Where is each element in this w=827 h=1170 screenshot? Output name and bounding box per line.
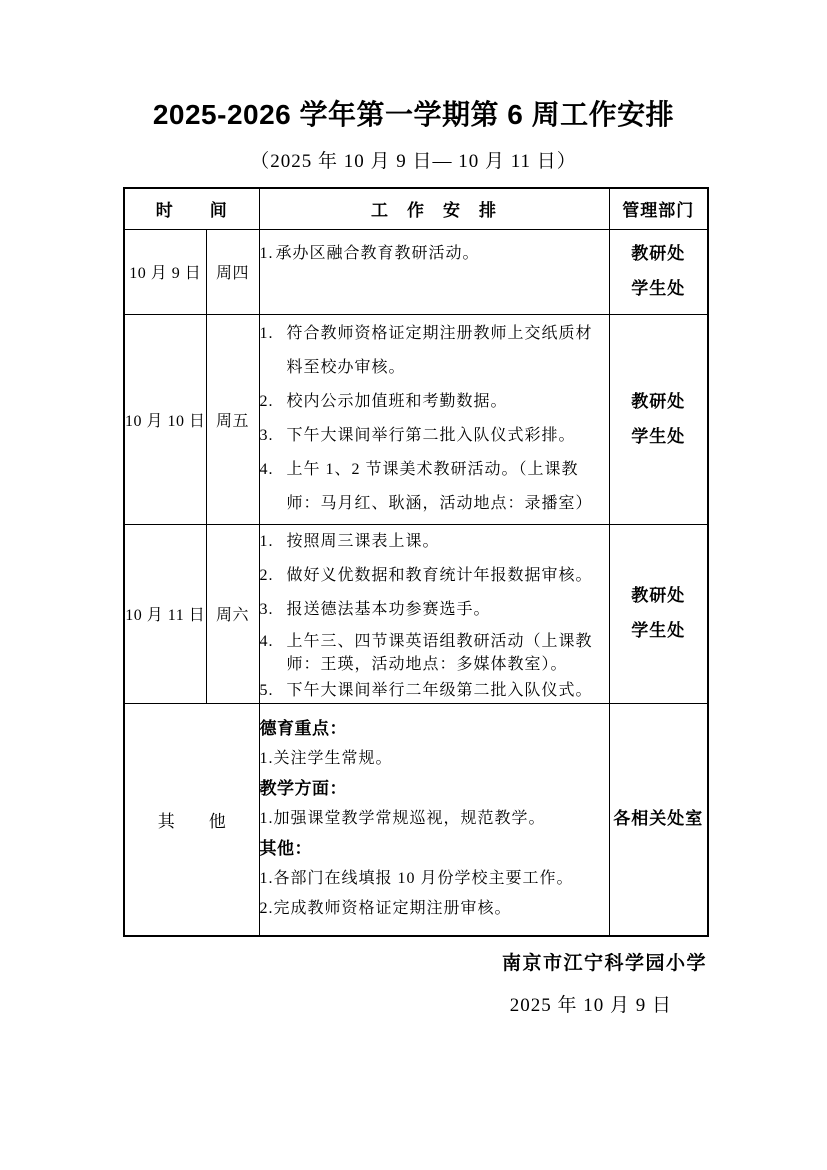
department-name: 学生处	[631, 279, 686, 298]
item-number: 3.	[259, 427, 274, 444]
work-items-cell	[259, 229, 609, 314]
work-items-cell	[259, 314, 609, 524]
section-item: 1.加强课堂教学常规巡视，规范教学。	[259, 810, 546, 828]
section-heading: 其他：	[259, 839, 312, 859]
work-item	[260, 679, 609, 702]
section-heading: 教学方面：	[259, 779, 347, 799]
section-item: 1.关注学生常规。	[259, 750, 393, 768]
table-row-oct9	[124, 229, 708, 314]
school-name: 南京市江宁科学园小学	[501, 953, 707, 974]
item-number: 2.	[259, 567, 274, 584]
item-number: 2.	[259, 393, 274, 410]
work-item	[260, 630, 609, 676]
item-number: 4.	[259, 633, 274, 650]
item-number: 1.	[259, 533, 274, 550]
issue-date: 2025 年 10 月 9 日	[509, 995, 672, 1016]
date-cell: 10 月 11 日	[124, 524, 206, 703]
section-item: 1.各部门在线填报 10 月份学校主要工作。	[259, 870, 574, 888]
work-items-cell	[259, 524, 609, 703]
weekday-cell: 周六	[206, 524, 259, 703]
date-cell: 10 月 9 日	[124, 229, 206, 314]
weekday-cell: 周五	[206, 314, 259, 524]
table-row-other	[124, 703, 708, 936]
section-heading: 德育重点：	[259, 719, 347, 739]
item-number: 3.	[259, 601, 274, 618]
work-item	[260, 453, 609, 521]
department-name: 各相关处室	[613, 809, 704, 829]
department-name: 教研处	[631, 391, 686, 411]
item-text: 下午大课间举行二年级第二批入队仪式。	[286, 682, 593, 699]
item-text: 下午大课间举行第二批入队仪式彩排。	[286, 427, 576, 444]
item-number: 5.	[259, 682, 274, 699]
weekday-cell: 周四	[206, 229, 259, 314]
item-text: 上午三、四节课英语组教研活动（上课教师：王瑛，活动地点：多媒体教室）。	[286, 633, 593, 673]
section-item: 2.完成教师资格证定期注册审核。	[259, 900, 512, 918]
page-subtitle: （2025 年 10 月 9 日— 10 月 11 日）	[250, 151, 577, 172]
table-row-oct10	[124, 314, 708, 524]
department-name: 学生处	[631, 621, 686, 640]
schedule-table	[123, 187, 709, 937]
item-text: 校内公示加值班和考勤数据。	[286, 393, 508, 410]
work-item	[260, 419, 609, 453]
item-text: 按照周三课表上课。	[286, 533, 440, 550]
department-cell	[609, 703, 708, 936]
item-text: 做好义优数据和教育统计年报数据审核。	[286, 567, 593, 584]
document-footer	[123, 948, 707, 1017]
department-name: 教研处	[631, 586, 686, 605]
table-row-oct11	[124, 524, 708, 703]
department-name: 学生处	[631, 426, 686, 446]
item-number: 4.	[259, 461, 274, 478]
work-item	[260, 317, 609, 385]
page-title: 2025-2026 学年第一学期第 6 周工作安排	[152, 99, 675, 130]
date-cell: 10 月 10 日	[124, 314, 206, 524]
department-cell	[609, 524, 708, 703]
department-cell	[609, 314, 708, 524]
item-text: 符合教师资格证定期注册教师上交纸质材料至校办审核。	[286, 325, 593, 376]
department-name: 教研处	[631, 244, 686, 263]
table-header-row	[124, 188, 708, 229]
department-cell	[609, 229, 708, 314]
item-text: 报送德法基本功参赛选手。	[286, 601, 491, 618]
work-item	[260, 593, 609, 627]
work-item	[260, 525, 609, 559]
work-item	[260, 559, 609, 593]
work-item	[260, 243, 609, 265]
work-item	[260, 385, 609, 419]
item-number: 1.	[259, 244, 274, 262]
item-text: 承办区融合教育教研活动。	[275, 244, 480, 262]
other-content-cell	[259, 703, 609, 936]
item-text: 上午 1、2 节课美术教研活动。（上课教师：马月红、耿涵，活动地点：录播室）	[286, 461, 593, 512]
other-label-cell: 其 他	[124, 703, 259, 936]
col-header-department: 管理部门	[609, 188, 708, 229]
item-number: 1.	[259, 325, 274, 342]
col-header-work: 工 作 安 排	[259, 188, 609, 229]
col-header-time: 时 间	[124, 188, 259, 229]
